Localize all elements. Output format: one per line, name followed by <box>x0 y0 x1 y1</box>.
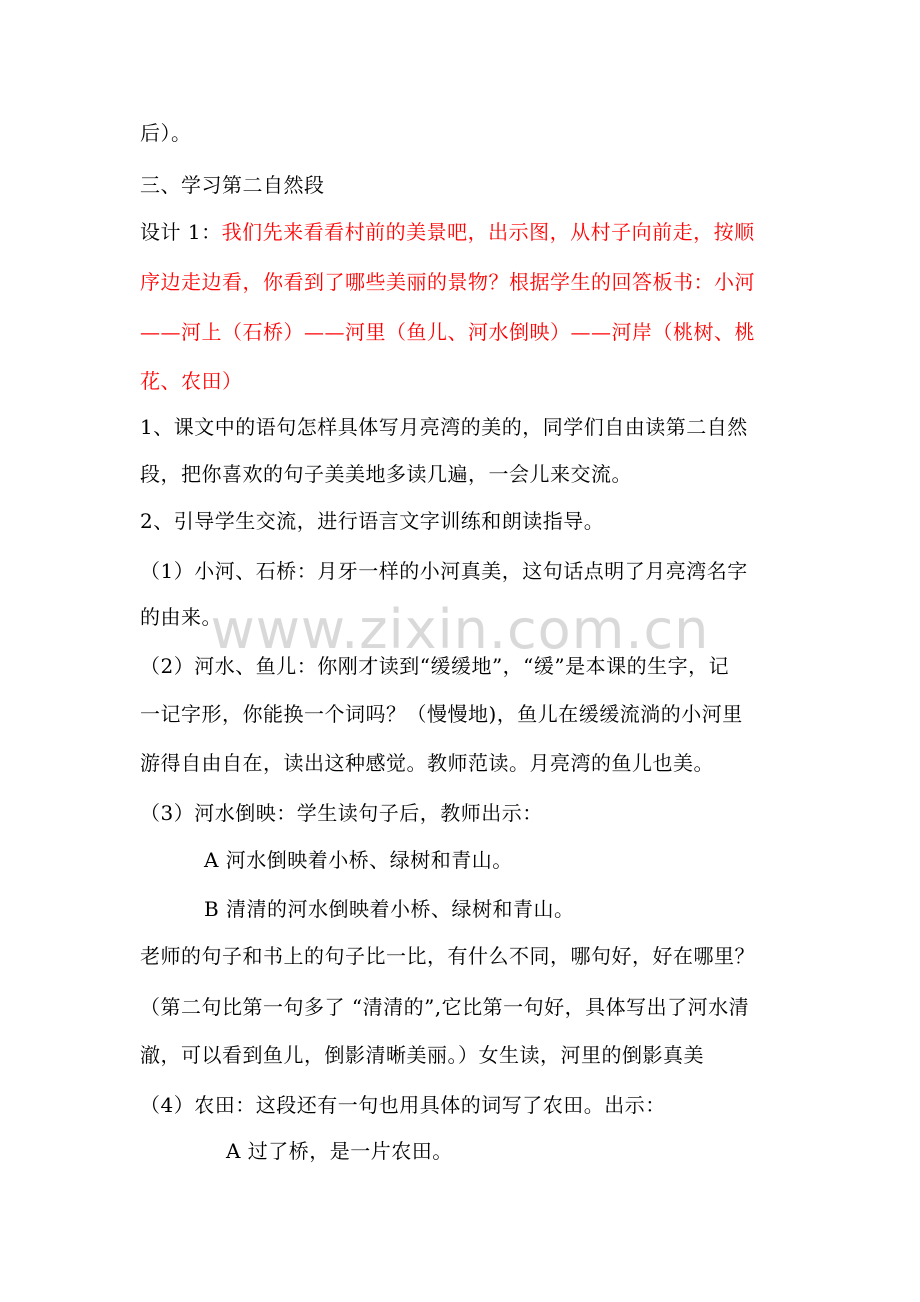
text-line-design <box>140 220 755 244</box>
text-line: （4）农田：这段还有一句也用具体的词写了农田。出示： <box>140 1093 666 1117</box>
text-line: 一记字形，你能换一个词吗？（慢慢地)，鱼儿在缓缓流淌的小河里 <box>140 702 743 726</box>
highlight-text: ——河上（石桥）——河里（鱼儿、河水倒映）——河岸（桃树、桃 <box>140 320 755 344</box>
highlight-text: 序边走边看，你看到了哪些美丽的景物？根据学生的回答板书：小河 <box>140 270 755 294</box>
text-line: 老师的句子和书上的句子比一比，有什么不同，哪句好，好在哪里？ <box>140 944 755 968</box>
text-line: （1）小河、石桥：月牙一样的小河真美，这句话点明了月亮湾名字 <box>140 559 748 583</box>
text-line: 游得自由自在，读出这种感觉。教师范读。月亮湾的鱼儿也美。 <box>140 751 714 775</box>
section-heading: 三、学习第二自然段 <box>140 173 325 197</box>
example-sentence-b: B 清清的河水倒映着小桥、绿树和青山。 <box>204 897 575 921</box>
watermark: www.zixin.com.cn <box>210 598 710 661</box>
highlight-text: 花、农田） <box>140 369 243 393</box>
text-line: （2）河水、鱼儿：你刚才读到“缓缓地”，“缓”是本课的生字，记 <box>140 654 730 678</box>
highlight-text: 我们先来看看村前的美景吧，出示图，从村子向前走，按顺 <box>221 220 755 244</box>
example-sentence-farmland: A 过了桥，是一片农田。 <box>226 1139 453 1163</box>
text-line: （3）河水倒映：学生读句子后，教师出示： <box>140 801 543 825</box>
example-sentence-a: A 河水倒映着小桥、绿树和青山。 <box>204 848 513 872</box>
design-label: 设计 1： <box>140 220 222 244</box>
text-line: 澈，可以看到鱼儿，倒影清晰美丽。）女生读，河里的倒影真美 <box>140 1043 704 1067</box>
text-line: 的由来。 <box>140 605 222 629</box>
text-line: 后）。 <box>140 121 192 145</box>
text-line: 2、引导学生交流，进行语言文字训练和朗读指导。 <box>140 509 605 533</box>
text-line: （第二句比第一句多了 “清清的”,它比第一句好，具体写出了河水清 <box>140 995 750 1019</box>
text-line: 段，把你喜欢的句子美美地多读几遍，一会儿来交流。 <box>140 462 632 486</box>
text-line: 1、课文中的语句怎样具体写月亮湾的美的，同学们自由读第二自然 <box>140 415 748 439</box>
